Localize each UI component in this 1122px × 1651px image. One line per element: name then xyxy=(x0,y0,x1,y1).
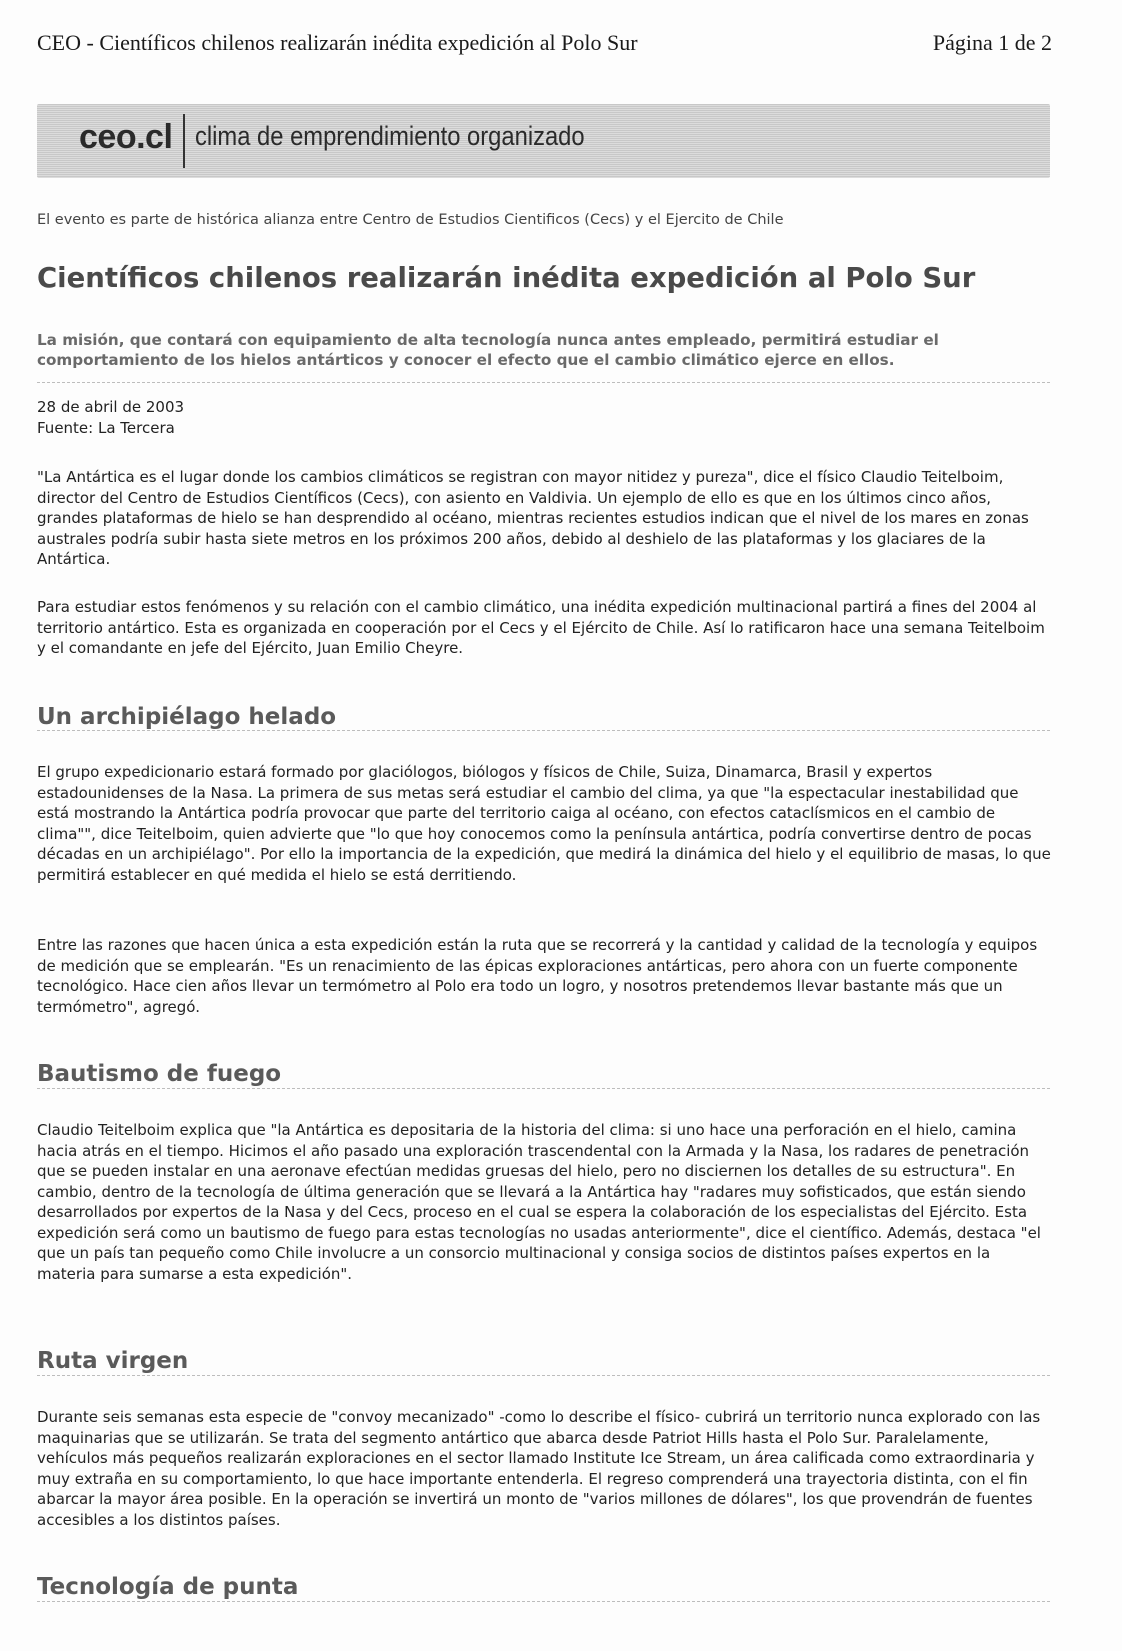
divider xyxy=(37,730,1050,731)
divider xyxy=(37,1375,1050,1376)
article-kicker: El evento es parte de histórica alianza entre Centro de Estudios Cientificos (Cecs) y el Ejercito de Chile xyxy=(37,212,784,228)
site-banner xyxy=(37,104,1050,178)
print-title: CEO - Científicos chilenos realizarán inédita expedición al Polo Sur xyxy=(37,30,638,55)
divider xyxy=(37,382,1050,383)
paragraph: Claudio Teitelboim explica que "la Antártica es depositaria de la historia del clima: si uno hace una perforación en el hielo, camina hacia atrás en el tiempo. Hicimos el año pasado una exploración trascendental con la Armada y la Nasa, los radares de penetración que se pueden instalar en una aeronave efectúan medidas gruesas del hielo, pero no disciernen los detalles de su estructura". En cambio, dentro de la tecnología de última generación que se llevará a la Antártica hay "radares muy sofisticados, que están siendo desarrollados por expertos de la Nasa y del Cecs, proceso en el cual se espera la colaboración de los especialistas del Ejército. Esta expedición será como un bautismo de fuego para estas tecnologías no usadas anteriormente", dice el científico. Además, destaca "el que un país tan pequeño como Chile involucre a un consorcio multinacional y consiga socios de distintos países expertos en la materia para sumarse a esta expedición". xyxy=(37,1121,1041,1283)
article-meta xyxy=(37,397,184,439)
divider xyxy=(37,1601,1050,1602)
article-headline: Científicos chilenos realizarán inédita expedición al Polo Sur xyxy=(37,262,976,294)
paragraph: "La Antártica es el lugar donde los cambios climáticos se registran con mayor nitidez y pureza", dice el físico Claudio Teitelboim, director del Centro de Estudios Científicos (Cecs), con asiento en Valdivia. Un ejemplo de ello es que en los últimos cinco años, grandes plataformas de hielo se han desprendido al océano, mientras recientes estudios indican que el nivel de los mares en zonas australes podría subir hasta siete metros en los próximos 200 años, debido al deshielo de las plataformas y los glaciares de la Antártica. xyxy=(37,468,1029,568)
logo-divider xyxy=(183,114,185,168)
article-source: Fuente: La Tercera xyxy=(37,419,175,437)
page-number: Página 1 de 2 xyxy=(932,30,1052,55)
section-title: Ruta virgen xyxy=(37,1348,189,1374)
divider xyxy=(37,1088,1050,1089)
site-logo[interactable]: ceo.cl xyxy=(79,118,173,156)
article-date: 28 de abril de 2003 xyxy=(37,398,185,416)
section-title: Un archipiélago helado xyxy=(37,704,337,730)
paragraph: Durante seis semanas esta especie de "convoy mecanizado" -como lo describe el físico- cubrirá un territorio nunca explorado con las maquinarias que se utilizarán. Se trata del segmento antártico que abarca desde Patriot Hills hasta el Polo Sur. Paralelamente, vehículos más pequeños realizarán exploraciones en el sector llamado Institute Ice Stream, un área calificada como extraordinaria y muy extraña en su comportamiento, lo que hace importante entenderla. El regreso comprenderá una trayectoria distinta, con el fin abarcar la mayor área posible. En la operación se invertirá un monto de "varios millones de dólares", los que provendrán de fuentes accesibles a los distintos países. xyxy=(37,1408,1041,1529)
site-tagline: clima de emprendimiento organizado xyxy=(195,121,585,151)
paragraph: Para estudiar estos fenómenos y su relación con el cambio climático, una inédita expedición multinacional partirá a fines del 2004 al territorio antártico. Esta es organizada en cooperación por el Cecs y el Ejército de Chile. Así lo ratificaron hace una semana Teitelboim y el comandante en jefe del Ejército, Juan Emilio Cheyre. xyxy=(37,598,1045,657)
article-lead: La misión, que contará con equipamiento de alta tecnología nunca antes empleado, permitirá estudiar el comportamiento de los hielos antárticos y conocer el efecto que el cambio climático ejerce en ellos. xyxy=(37,331,939,369)
paragraph: El grupo expedicionario estará formado por glaciólogos, biólogos y físicos de Chile, Suiza, Dinamarca, Brasil y expertos estadounidenses de la Nasa. La primera de sus metas será estudiar el cambio del clima, ya que "la espectacular inestabilidad que está mostrando la Antártica podría provocar que parte del territorio caiga al océano, con efectos cataclísmicos en el cambio de clima"", dice Teitelboim, quien advierte que "lo que hoy conocemos como la península antártica, podría convertirse dentro de pocas décadas en un archipiélago". Por ello la importancia de la expedición, que medirá la dinámica del hielo y el equilibrio de masas, lo que permitirá establecer en qué medida el hielo se está derritiendo. xyxy=(37,763,1051,884)
section-title: Tecnología de punta xyxy=(37,1574,299,1600)
paragraph: Entre las razones que hacen única a esta expedición están la ruta que se recorrerá y la cantidad y calidad de la tecnología y equipos de medición que se emplearán. "Es un renacimiento de las épicas exploraciones antárticas, pero ahora con un fuerte componente tecnológico. Hace cien años llevar un termómetro al Polo era todo un logro, y nosotros pretendemos llevar bastante más que un termómetro", agregó. xyxy=(37,936,1038,1016)
section-title: Bautismo de fuego xyxy=(37,1061,282,1087)
print-header xyxy=(37,30,1052,56)
